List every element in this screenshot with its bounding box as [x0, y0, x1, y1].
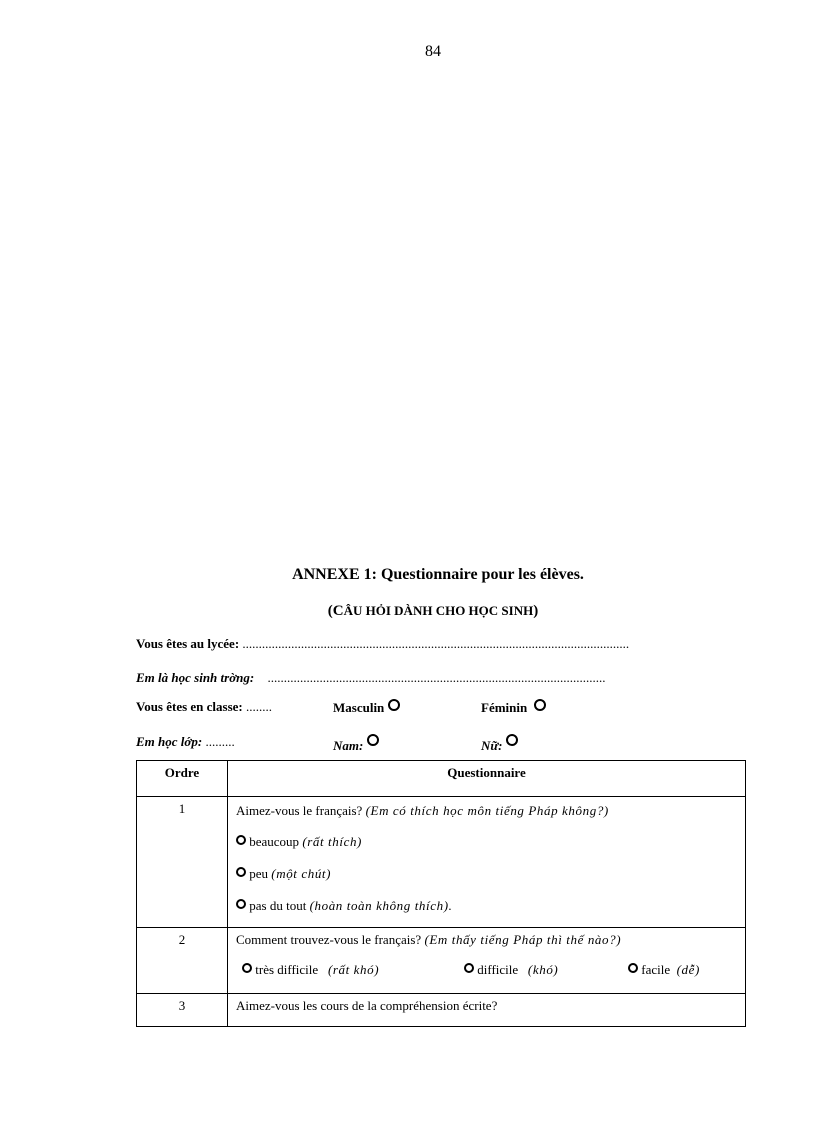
radio-icon[interactable]: [464, 963, 474, 973]
nam-label: Nam:: [333, 738, 364, 753]
q2-cell: [228, 928, 746, 994]
radio-icon[interactable]: [628, 963, 638, 973]
subtitle-close: ): [533, 603, 539, 619]
subtitle-text: ÂU HỎI DÀNH CHO HỌC SINH: [343, 603, 534, 618]
em-school-line: [136, 670, 605, 686]
option-vi: (dễ): [676, 962, 700, 977]
q1-vi: (Em có thích học môn tiếng Pháp không?): [365, 803, 609, 818]
option-vi: (hoàn toàn không thích).: [309, 898, 453, 913]
q3-number: 3: [137, 994, 228, 1027]
q1-option-2[interactable]: [228, 862, 745, 894]
q2-options: [228, 956, 745, 986]
classe-line: [136, 699, 528, 715]
q1-question: [228, 797, 745, 830]
page-number: 84: [425, 43, 441, 60]
radio-icon[interactable]: [236, 835, 246, 845]
annex-subtitle: [0, 603, 816, 620]
q3-text: Aimez-vous les cours de la compréhension écrite?: [236, 998, 498, 1013]
radio-icon[interactable]: [236, 899, 246, 909]
lycee-line: [136, 636, 629, 652]
nu-radio-icon[interactable]: [506, 734, 518, 746]
em-school-fill-line[interactable]: ........................................................................................................: [267, 670, 606, 685]
classe-label: Vous êtes en classe:: [136, 699, 243, 714]
option-label: facile: [641, 962, 671, 977]
option-label: pas du tout: [249, 898, 307, 913]
q2-number: 2: [137, 928, 228, 994]
lycee-label: Vous êtes au lycée:: [136, 636, 240, 651]
nu-label: Nữ:: [481, 738, 503, 753]
q1-option-1[interactable]: [228, 830, 745, 862]
nu-option: [481, 734, 518, 754]
option-label: très difficile: [255, 962, 319, 977]
q1-text: Aimez-vous le français?: [236, 803, 363, 818]
classe-fill-line[interactable]: ........: [246, 699, 273, 714]
annex-title: ANNEXE 1: Questionnaire pour les élèves.: [292, 566, 584, 583]
table-header-row: [137, 761, 746, 797]
lycee-fill-line[interactable]: .......................................................................................................................: [242, 636, 630, 651]
header-questionnaire: Questionnaire: [228, 761, 746, 797]
q1-option-3[interactable]: [228, 894, 745, 927]
q2-vi: (Em thấy tiếng Pháp thì thế nào?): [424, 932, 622, 947]
em-school-label: Em là học sinh trờng:: [136, 670, 255, 685]
radio-icon[interactable]: [242, 963, 252, 973]
masculin-option: [333, 699, 400, 716]
em-lop-label: Em học lớp:: [136, 734, 203, 749]
table-row: [137, 928, 746, 994]
option-vi: (một chút): [271, 866, 332, 881]
q2-option-2[interactable]: [464, 962, 628, 986]
q2-option-3[interactable]: [628, 962, 700, 986]
header-order: Ordre: [137, 761, 228, 797]
questionnaire-table: [136, 760, 746, 1027]
option-label: difficile: [477, 962, 519, 977]
q3-cell: [228, 994, 746, 1027]
q2-text: Comment trouvez-vous le français?: [236, 932, 422, 947]
option-label: beaucoup: [249, 834, 300, 849]
nam-option: [333, 734, 379, 754]
q1-cell: [228, 797, 746, 928]
option-label: peu: [249, 866, 269, 881]
q2-option-1[interactable]: [242, 962, 464, 986]
masculin-radio-icon[interactable]: [388, 699, 400, 711]
nam-radio-icon[interactable]: [367, 734, 379, 746]
masculin-label: Masculin: [333, 700, 385, 715]
feminin-radio-icon[interactable]: [534, 699, 546, 711]
feminin-label: Féminin: [481, 700, 528, 715]
em-lop-line: [136, 734, 503, 753]
option-vi: (rất thích): [302, 834, 362, 849]
table-row: [137, 797, 746, 928]
radio-icon[interactable]: [236, 867, 246, 877]
table-row: [137, 994, 746, 1027]
em-lop-fill-line[interactable]: .........: [205, 734, 235, 749]
q3-question: [228, 994, 745, 1022]
q2-question: [228, 928, 745, 956]
feminin-option: [481, 699, 546, 716]
q1-number: 1: [137, 797, 228, 928]
subtitle-open: (C: [327, 603, 344, 619]
option-vi: (rất khó): [327, 962, 380, 977]
option-vi: (khó): [527, 962, 559, 977]
